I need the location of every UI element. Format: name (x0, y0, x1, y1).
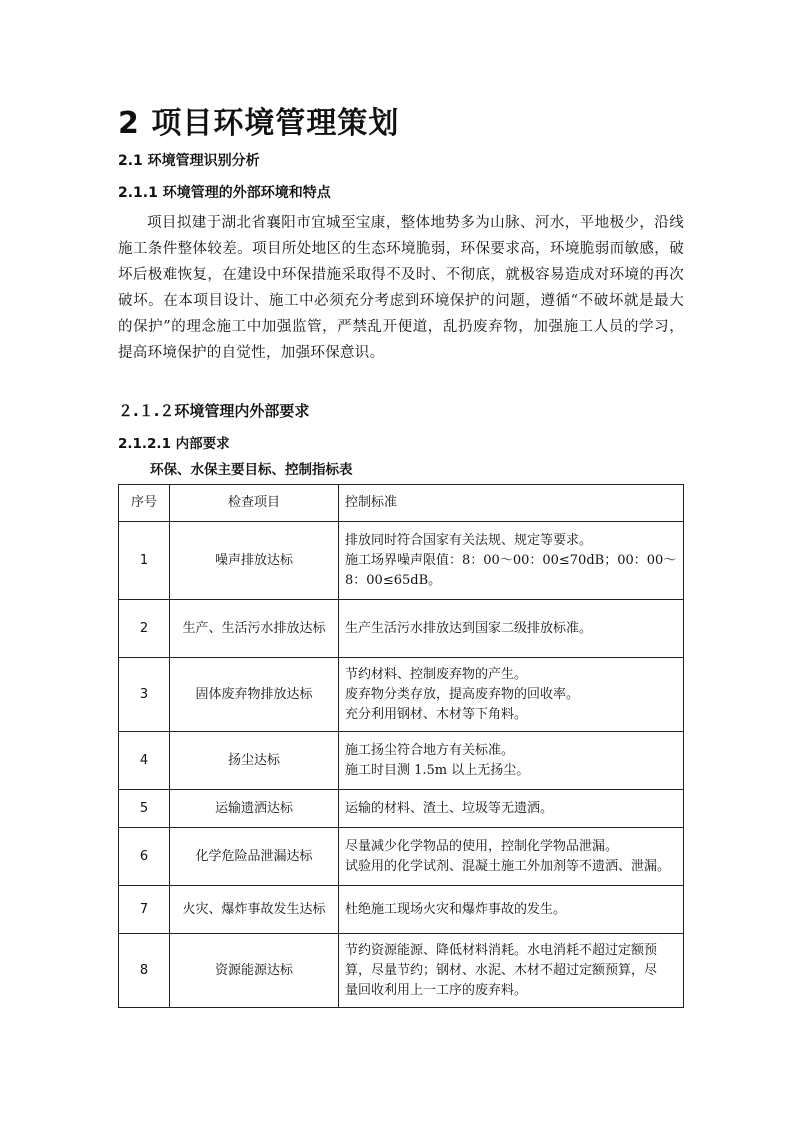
row-number: 4 (119, 732, 170, 790)
row-standard (339, 828, 684, 886)
heading-4-internal: 2.1.2.1 内部要求 (118, 436, 230, 452)
row-standard (339, 522, 684, 600)
standard-line: 量回收利用上一工序的废弃料。 (345, 982, 528, 998)
table-row (119, 658, 684, 732)
column-header-standard: 控制标准 (339, 485, 684, 522)
table-caption: 环保、水保主要目标、控制指标表 (150, 462, 353, 478)
table-row (119, 522, 684, 600)
row-item: 化学危险品泄漏达标 (170, 828, 339, 886)
column-header-item: 检查项目 (170, 485, 339, 522)
row-item: 资源能源达标 (170, 934, 339, 1008)
row-number: 2 (119, 600, 170, 658)
control-standards-table (118, 484, 684, 1008)
row-item: 生产、生活污水排放达标 (170, 600, 339, 658)
standard-line: 排放同时符合国家有关法规、规定等要求。 (345, 532, 593, 548)
heading-1: 2 项目环境管理策划 (118, 106, 400, 141)
row-standard (339, 790, 684, 828)
table-row (119, 732, 684, 790)
row-item: 火灾、爆炸事故发生达标 (170, 886, 339, 934)
standard-line: 废弃物分类存放，提高废弃物的回收率。 (345, 686, 580, 702)
row-standard (339, 934, 684, 1008)
row-standard (339, 886, 684, 934)
heading-3-internal-external: ２.１.２环境管理内外部要求 (118, 402, 310, 420)
row-number: 1 (119, 522, 170, 600)
row-number: 3 (119, 658, 170, 732)
row-standard (339, 732, 684, 790)
standard-line: 8：00≤65dB。 (345, 572, 442, 588)
standard-line: 充分利用钢材、木材等下角料。 (345, 706, 528, 722)
row-number: 5 (119, 790, 170, 828)
standard-line: 生产生活污水排放达到国家二级排放标准。 (345, 620, 593, 636)
row-item: 扬尘达标 (170, 732, 339, 790)
heading-3: 2.1.1 环境管理的外部环境和特点 (118, 185, 331, 201)
standard-line: 节约材料、控制废弃物的产生。 (345, 666, 528, 682)
standard-line: 施工扬尘符合地方有关标准。 (345, 742, 515, 758)
standard-line: 杜绝施工现场火灾和爆炸事故的发生。 (345, 901, 567, 917)
row-standard (339, 600, 684, 658)
standard-line: 施工时目测 1.5m 以上无扬尘。 (345, 762, 530, 778)
standard-line: 算，尽量节约；钢材、水泥、木材不超过定额预算，尽 (345, 962, 658, 978)
table-row (119, 600, 684, 658)
heading-2: 2.1 环境管理识别分析 (118, 153, 260, 169)
table-header-row (119, 485, 684, 522)
row-number: 8 (119, 934, 170, 1008)
table-row (119, 886, 684, 934)
standard-line: 试验用的化学试剂、混凝土施工外加剂等不遗洒、泄漏。 (345, 858, 671, 874)
table-row (119, 790, 684, 828)
row-item: 固体废弃物排放达标 (170, 658, 339, 732)
row-item: 噪声排放达标 (170, 522, 339, 600)
standard-line: 运输的材料、渣土、垃圾等无遗洒。 (345, 800, 554, 816)
row-standard (339, 658, 684, 732)
column-header-number: 序号 (119, 485, 170, 522)
standard-line: 尽量减少化学物品的使用，控制化学物品泄漏。 (345, 838, 619, 854)
body-paragraph: 项目拟建于湖北省襄阳市宜城至宝康，整体地势多为山脉、河水，平地极少，沿线施工条件整体较差。项目所处地区的生态环境脆弱，环保要求高，环境脆弱而敏感，破坏后极难恢复，在建设中环保措施采取得不及时、不彻底，就极容易造成对环境的再次破坏。在本项目设计、施工中必须充分考虑到环境保护的问题，遵循“不破坏就是最大的保护”的理念施工中加强监管，严禁乱开便道，乱扔废弃物，加强施工人员的学习，提高环境保护的自觉性，加强环保意识。 (118, 215, 684, 361)
standard-line: 节约资源能源、降低材料消耗。水电消耗不超过定额预 (345, 942, 658, 958)
row-number: 7 (119, 886, 170, 934)
row-item: 运输遗洒达标 (170, 790, 339, 828)
standard-line: 施工场界噪声限值：8：00～00：00≤70dB；00：00～ (345, 552, 677, 568)
table-row (119, 828, 684, 886)
table-row (119, 934, 684, 1008)
row-number: 6 (119, 828, 170, 886)
